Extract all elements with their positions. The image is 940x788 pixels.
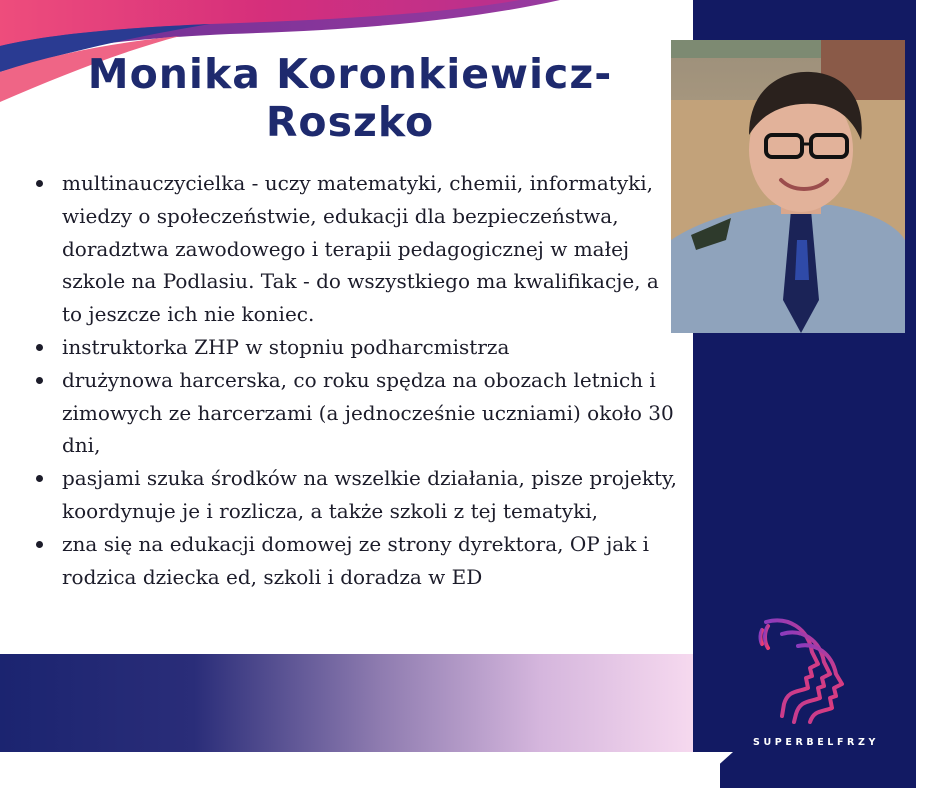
person-name-title <box>60 50 640 146</box>
bullet-dot-icon <box>36 344 43 351</box>
bullet-dot-icon <box>36 541 43 548</box>
list-item-text: multinauczycielka - uczy matematyki, chemii, informatyki, wiedzy o społeczeństwie, edukacji dla bezpieczeństwa, doradztwa zawodowego i terapii pedagogicznej w małej szkole na Podlasiu. Tak - do wszystkiego ma kwalifikacje, a to jeszcze ich nie koniec. <box>62 171 659 327</box>
list-item-text: instruktorka ZHP w stopniu podharcmistrza <box>62 334 510 359</box>
superbelfrzy-heads-logo-icon <box>758 612 854 724</box>
list-item-text: pasjami szuka środków na wszelkie działania, pisze projekty, koordynuje je i rozlicza, a także szkoli z tej tematyki, <box>62 466 678 523</box>
list-item-text: drużynowa harcerska, co roku spędza na obozach letnich i zimowych ze harcerzami (a jednocześnie uczniami) około 30 dni, <box>62 367 674 458</box>
bullet-dot-icon <box>36 180 43 187</box>
list-item <box>32 364 682 462</box>
list-item <box>32 528 682 594</box>
name-line-1: Monika Koronkiewicz- <box>87 50 613 98</box>
bottom-gradient-band <box>0 654 693 752</box>
list-item <box>32 331 682 364</box>
name-line-2: Roszko <box>265 98 435 146</box>
bio-bullet-list <box>32 167 682 593</box>
list-item <box>32 167 682 331</box>
bullet-dot-icon <box>36 475 43 482</box>
bottom-white-strip <box>0 752 720 788</box>
list-item <box>32 462 682 528</box>
list-item-text: zna się na edukacji domowej ze strony dyrektora, OP jak i rodzica dziecka ed, szkoli i doradza w ED <box>62 531 650 589</box>
bullet-dot-icon <box>36 377 43 384</box>
right-edge-strip <box>916 0 940 788</box>
brand-name: SUPERBELFRZY <box>753 737 879 748</box>
portrait-photo <box>671 40 905 333</box>
